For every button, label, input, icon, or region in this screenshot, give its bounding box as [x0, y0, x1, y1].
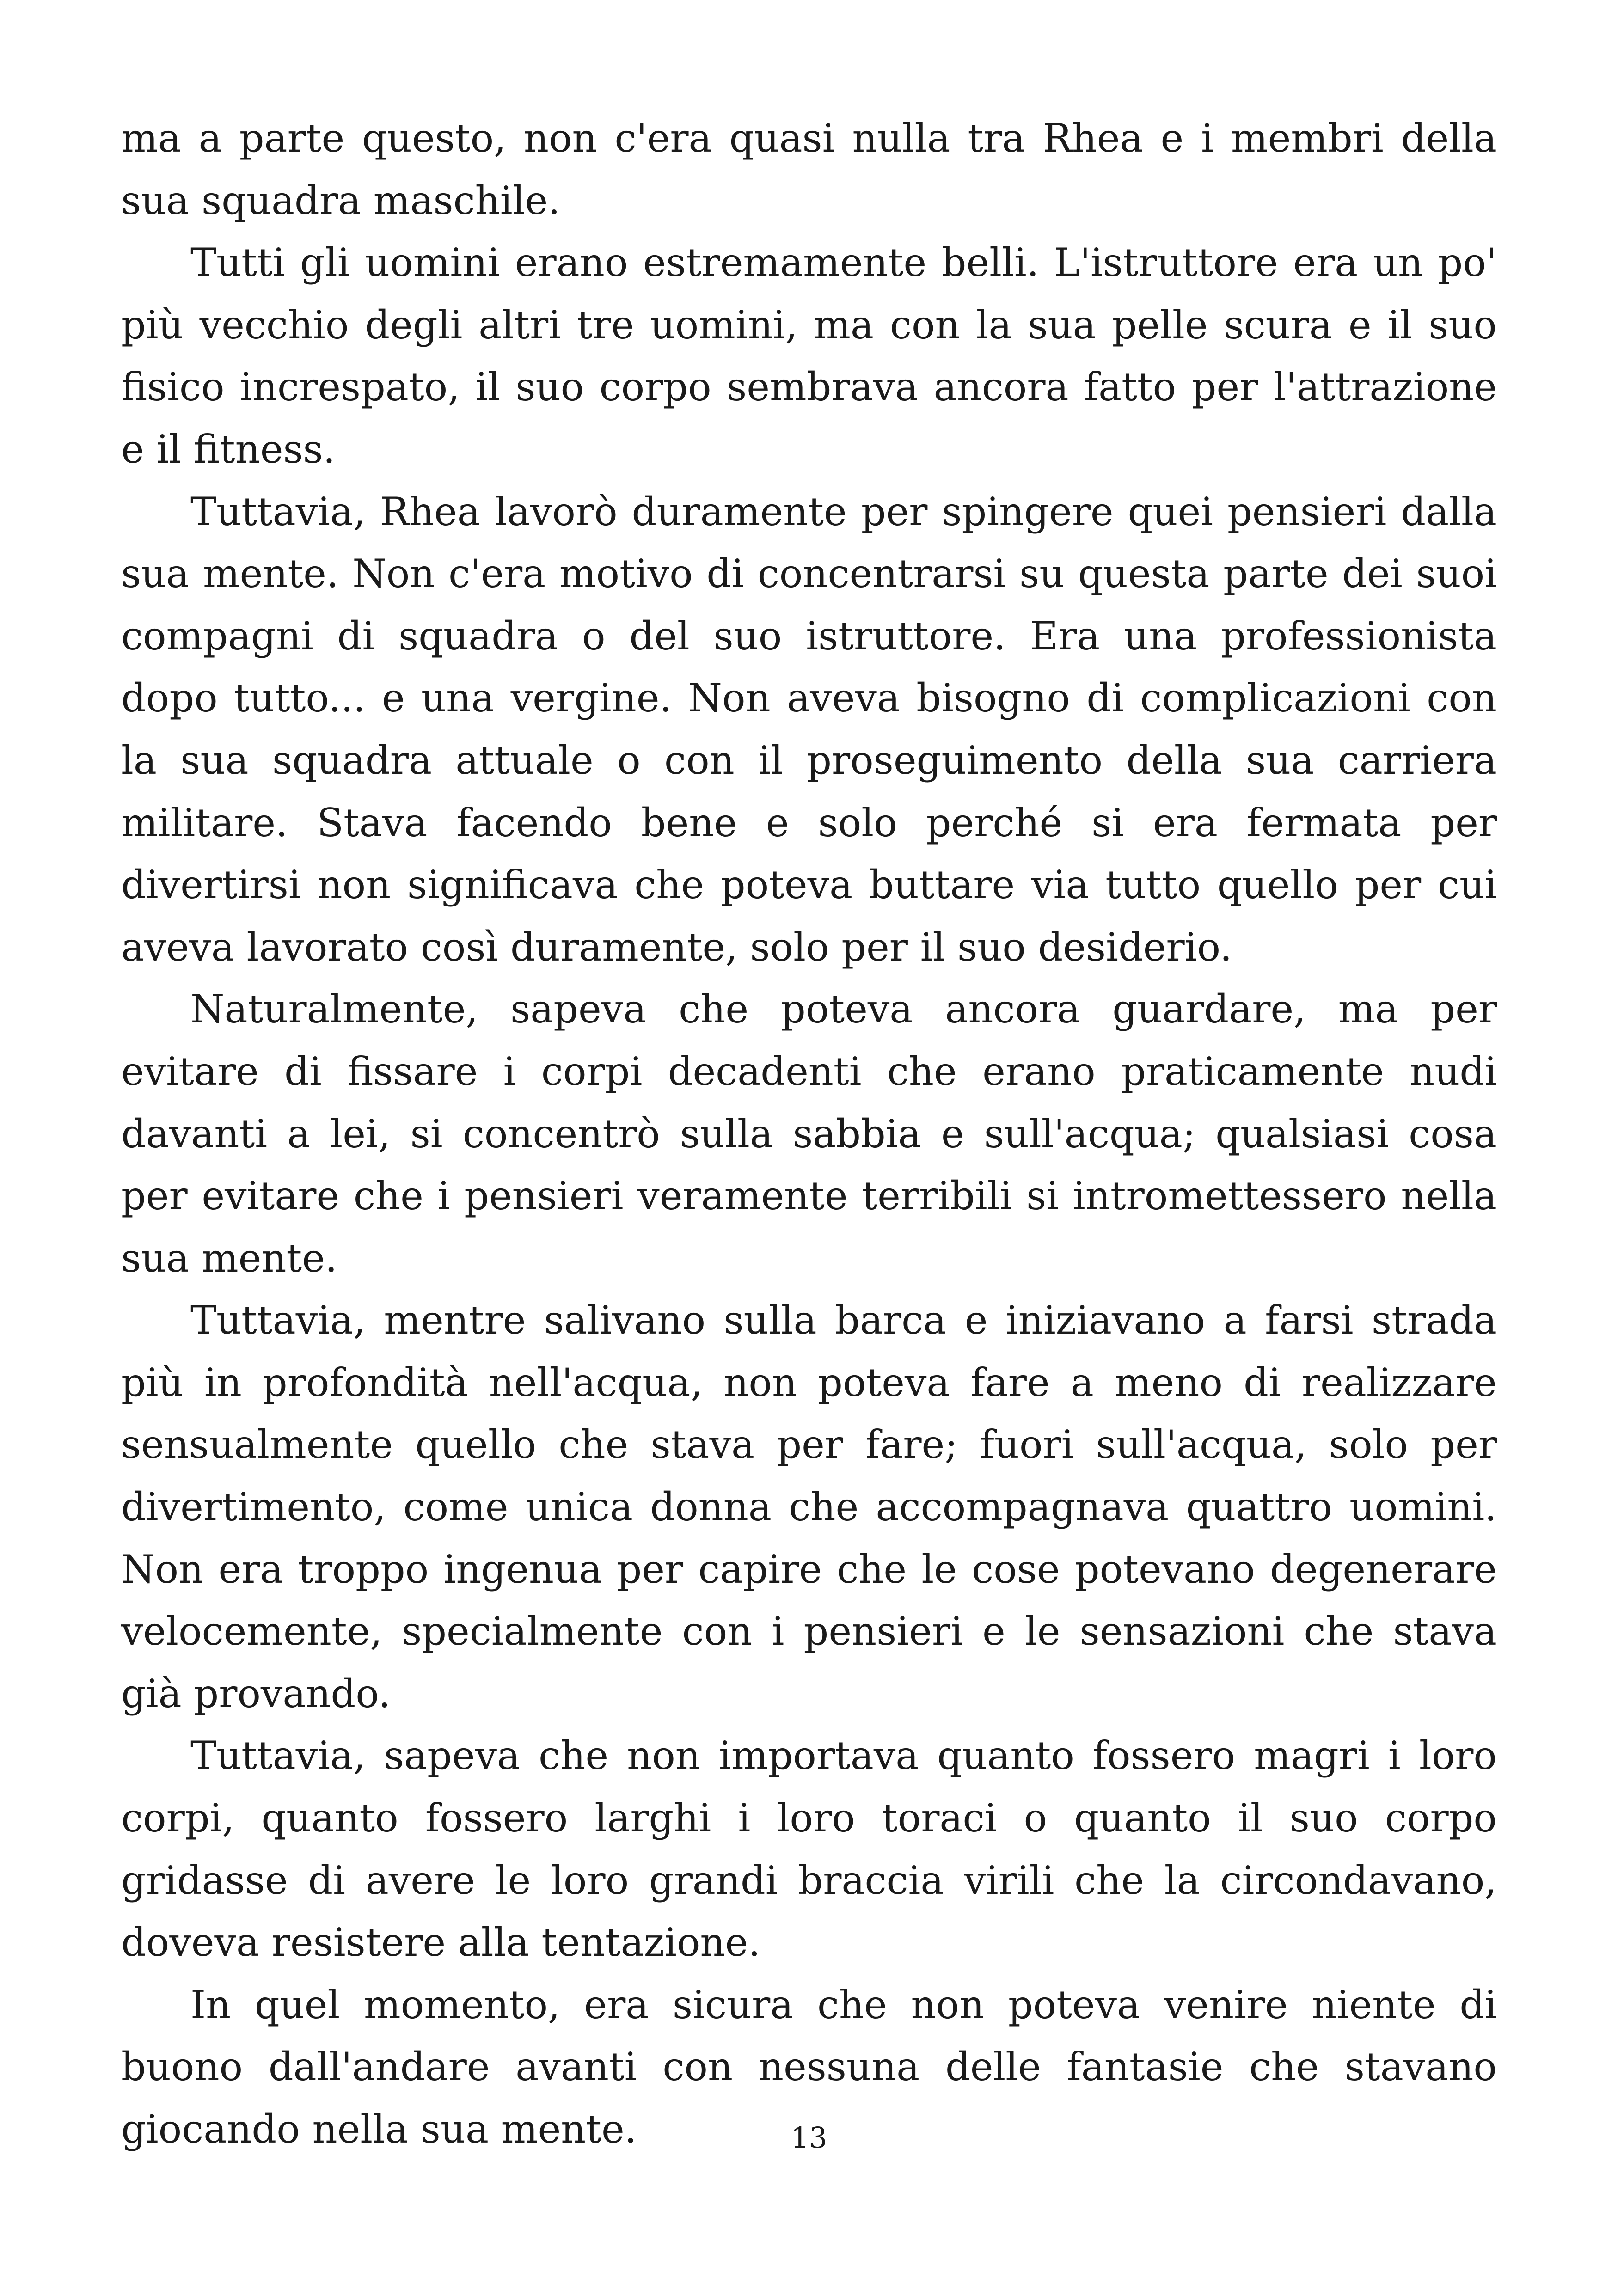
paragraph-5: Tuttavia, mentre salivano sulla barca e iniziavano a farsi strada più in profondità nell'acqua, non poteva fare a meno di realizzare sensualmente quello che stava per fare; fuori sull'acqua, solo per divertimento, come unica donna che accompagnava quattro uomini. Non era troppo ingenua per capire che le cose potevano degenerare velocemente, specialmente con i pensieri e le sensazioni che stava già provando. — [121, 1298, 1497, 1716]
page-number: 13 — [791, 2121, 827, 2155]
page-body-text — [121, 107, 1497, 2161]
paragraph-1: ma a parte questo, non c'era quasi nulla tra Rhea e i membri della sua squadra maschile. — [121, 116, 1497, 223]
paragraph-6: Tuttavia, sapeva che non importava quanto fossero magri i loro corpi, quanto fossero larghi i loro toraci o quanto il suo corpo gridasse di avere le loro grandi braccia virili che la circondavano, doveva resistere alla tentazione. — [121, 1733, 1497, 1965]
paragraph-4: Naturalmente, sapeva che poteva ancora guardare, ma per evitare di fissare i corpi decadenti che erano praticamente nudi davanti a lei, si concentrò sulla sabbia e sull'acqua; qualsiasi cosa per evitare che i pensieri veramente terribili si intromettessero nella sua mente. — [121, 986, 1497, 1281]
paragraph-2: Tutti gli uomini erano estremamente belli. L'istruttore era un po' più vecchio degli altri tre uomini, ma con la sua pelle scura e il suo fisico increspato, il suo corpo sembrava ancora fatto per l'attrazione e il fitness. — [121, 240, 1497, 472]
paragraph-3: Tuttavia, Rhea lavorò duramente per spingere quei pensieri dalla sua mente. Non c'era motivo di concentrarsi su questa parte dei suoi compagni di squadra o del suo istruttore. Era una professionista dopo tutto... e una vergine. Non aveva bisogno di complicazioni con la sua squadra attuale o con il proseguimento della sua carriera militare. Stava facendo bene e solo perché si era fermata per divertirsi non significava che poteva buttare via tutto quello per cui aveva lavorato così duramente, solo per il suo desiderio. — [121, 489, 1497, 970]
paragraph-7: In quel momento, era sicura che non poteva venire niente di buono dall'andare avanti con nessuna delle fantasie che stavano giocando nella sua mente. — [121, 1982, 1497, 2152]
